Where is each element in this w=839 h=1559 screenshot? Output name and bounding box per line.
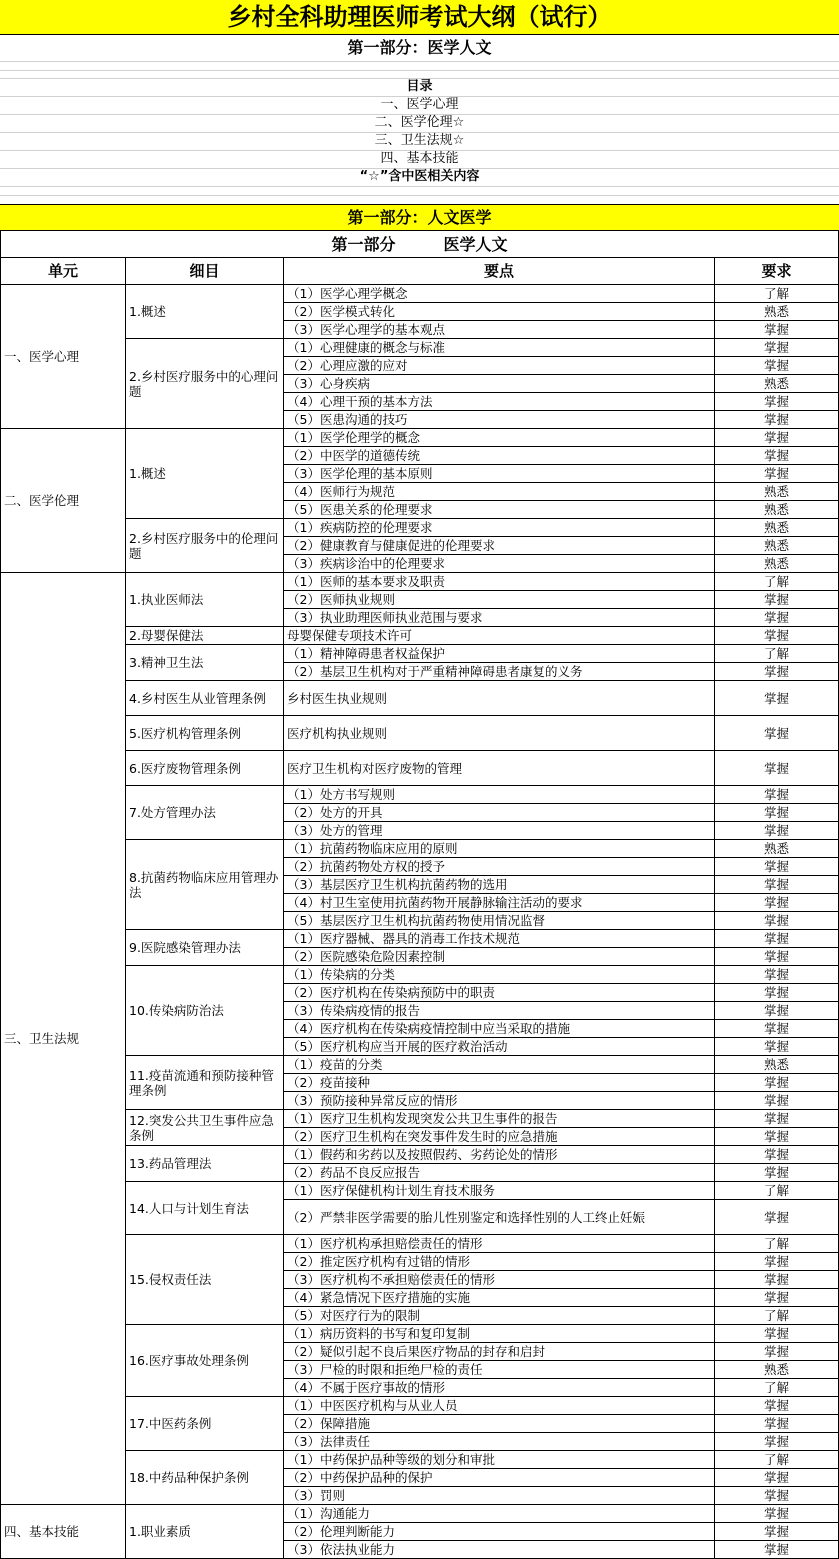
point-cell: （2）抗菌药物处方权的授予 xyxy=(284,858,715,876)
column-header-requirement: 要求 xyxy=(715,258,839,285)
toc-item: 一、医学心理 xyxy=(380,97,459,112)
requirement-cell: 掌握 xyxy=(715,1200,839,1235)
item-cell: 2.母婴保健法 xyxy=(126,627,284,645)
table-row xyxy=(1,339,839,357)
requirement-cell: 掌握 xyxy=(715,465,839,483)
point-cell: （4）医疗机构在传染病疫情控制中应当采取的措施 xyxy=(284,1020,715,1038)
requirement-cell: 掌握 xyxy=(715,1253,839,1271)
requirement-cell: 熟悉 xyxy=(715,501,839,519)
requirement-cell: 掌握 xyxy=(715,627,839,645)
requirement-cell: 熟悉 xyxy=(715,519,839,537)
point-cell: （4）紧急情况下医疗措施的实施 xyxy=(284,1289,715,1307)
item-cell: 10.传染病防治法 xyxy=(126,966,284,1056)
item-cell: 6.医疗废物管理条例 xyxy=(126,751,284,786)
requirement-cell: 熟悉 xyxy=(715,537,839,555)
point-cell: （1）疫苗的分类 xyxy=(284,1056,715,1074)
item-cell: 1.执业医师法 xyxy=(126,573,284,627)
requirement-cell: 掌握 xyxy=(715,1541,839,1559)
point-cell: （2）推定医疗机构有过错的情形 xyxy=(284,1253,715,1271)
table-row xyxy=(1,1056,839,1074)
table-row xyxy=(1,840,839,858)
requirement-cell: 熟悉 xyxy=(715,1361,839,1379)
item-cell: 3.精神卫生法 xyxy=(126,645,284,681)
requirement-cell: 熟悉 xyxy=(715,555,839,573)
requirement-cell: 熟悉 xyxy=(715,483,839,501)
requirement-cell: 了解 xyxy=(715,285,839,303)
point-cell: （1）病历资料的书写和复印复制 xyxy=(284,1325,715,1343)
requirement-cell: 掌握 xyxy=(715,1523,839,1541)
part-heading-2: 第一部分：人文医学 xyxy=(0,204,839,230)
requirement-cell: 掌握 xyxy=(715,1074,839,1092)
unit-cell: 二、医学伦理 xyxy=(1,429,126,573)
point-cell: （3）处方的管理 xyxy=(284,822,715,840)
item-cell: 2.乡村医疗服务中的心理问题 xyxy=(126,339,284,429)
point-cell: （3）医学心理学的基本观点 xyxy=(284,321,715,339)
point-cell: （3）法律责任 xyxy=(284,1433,715,1451)
requirement-cell: 掌握 xyxy=(715,1487,839,1505)
table-caption: 第一部分 医学人文 xyxy=(1,231,839,258)
point-cell: （2）心理应激的应对 xyxy=(284,357,715,375)
point-cell: （2）中医学的道德传统 xyxy=(284,447,715,465)
requirement-cell: 熟悉 xyxy=(715,840,839,858)
point-cell: （2）疫苗接种 xyxy=(284,1074,715,1092)
point-cell: （5）对医疗行为的限制 xyxy=(284,1307,715,1325)
table-row xyxy=(1,1451,839,1469)
item-cell: 16.医疗事故处理条例 xyxy=(126,1325,284,1397)
point-cell: （5）医疗机构应当开展的医疗救治活动 xyxy=(284,1038,715,1056)
requirement-cell: 掌握 xyxy=(715,804,839,822)
requirement-cell: 掌握 xyxy=(715,357,839,375)
column-header-point: 要点 xyxy=(284,258,715,285)
requirement-cell: 掌握 xyxy=(715,1092,839,1110)
requirement-cell: 掌握 xyxy=(715,339,839,357)
requirement-cell: 掌握 xyxy=(715,609,839,627)
point-cell: （3）罚则 xyxy=(284,1487,715,1505)
table-row xyxy=(1,627,839,645)
point-cell: （1）传染病的分类 xyxy=(284,966,715,984)
requirement-cell: 了解 xyxy=(715,1451,839,1469)
point-cell: 乡村医生执业规则 xyxy=(284,681,715,716)
item-cell: 15.侵权责任法 xyxy=(126,1235,284,1325)
point-cell: （1）沟通能力 xyxy=(284,1505,715,1523)
page-title: 乡村全科助理医师考试大纲（试行） xyxy=(0,0,839,35)
column-header-unit: 单元 xyxy=(1,258,126,285)
table-row xyxy=(1,285,839,303)
point-cell: （2）医院感染危险因素控制 xyxy=(284,948,715,966)
item-cell: 11.疫苗流通和预防接种管理条例 xyxy=(126,1056,284,1110)
table-row xyxy=(1,1146,839,1164)
requirement-cell: 掌握 xyxy=(715,1343,839,1361)
grid-line xyxy=(0,186,839,187)
requirement-cell: 掌握 xyxy=(715,321,839,339)
part-heading: 第一部分：医学人文 xyxy=(347,38,492,57)
requirement-cell: 熟悉 xyxy=(715,375,839,393)
table-row xyxy=(1,716,839,751)
point-cell: 医疗机构执业规则 xyxy=(284,716,715,751)
point-cell: （2）医疗机构在传染病预防中的职责 xyxy=(284,984,715,1002)
syllabus-table xyxy=(0,230,839,1559)
point-cell: （1）医疗机构承担赔偿责任的情形 xyxy=(284,1235,715,1253)
requirement-cell: 掌握 xyxy=(715,1128,839,1146)
point-cell: 母婴保健专项技术许可 xyxy=(284,627,715,645)
point-cell: （3）执业助理医师执业范围与要求 xyxy=(284,609,715,627)
requirement-cell: 掌握 xyxy=(715,447,839,465)
point-cell: （1）医学伦理学的概念 xyxy=(284,429,715,447)
point-cell: （1）医疗保健机构计划生育技术服务 xyxy=(284,1182,715,1200)
point-cell: （1）精神障碍患者权益保护 xyxy=(284,645,715,663)
point-cell: （1）心理健康的概念与标准 xyxy=(284,339,715,357)
requirement-cell: 掌握 xyxy=(715,1505,839,1523)
requirement-cell: 了解 xyxy=(715,1307,839,1325)
requirement-cell: 掌握 xyxy=(715,429,839,447)
point-cell: （2）中药保护品种的保护 xyxy=(284,1469,715,1487)
point-cell: （4）心理干预的基本方法 xyxy=(284,393,715,411)
requirement-cell: 掌握 xyxy=(715,858,839,876)
point-cell: （5）基层医疗卫生机构抗菌药物使用情况监督 xyxy=(284,912,715,930)
requirement-cell: 熟悉 xyxy=(715,1056,839,1074)
requirement-cell: 掌握 xyxy=(715,1289,839,1307)
requirement-cell: 掌握 xyxy=(715,591,839,609)
requirement-cell: 掌握 xyxy=(715,1415,839,1433)
point-cell: （4）村卫生室使用抗菌药物开展静脉输注活动的要求 xyxy=(284,894,715,912)
item-cell: 12.突发公共卫生事件应急条例 xyxy=(126,1110,284,1146)
table-row xyxy=(1,1505,839,1523)
point-cell: （3）疾病诊治中的伦理要求 xyxy=(284,555,715,573)
table-row xyxy=(1,930,839,948)
point-cell: （3）医学伦理的基本原则 xyxy=(284,465,715,483)
point-cell: （2）药品不良反应报告 xyxy=(284,1164,715,1182)
point-cell: （1）中药保护品种等级的划分和审批 xyxy=(284,1451,715,1469)
requirement-cell: 掌握 xyxy=(715,1110,839,1128)
requirement-cell: 熟悉 xyxy=(715,303,839,321)
requirement-cell: 掌握 xyxy=(715,948,839,966)
item-cell: 8.抗菌药物临床应用管理办法 xyxy=(126,840,284,930)
point-cell: （5）医患沟通的技巧 xyxy=(284,411,715,429)
requirement-cell: 了解 xyxy=(715,1235,839,1253)
table-body xyxy=(1,285,839,1559)
point-cell: （4）不属于医疗事故的情形 xyxy=(284,1379,715,1397)
toc-note: “☆”含中医相关内容 xyxy=(359,169,480,184)
point-cell: （1）医疗器械、器具的消毒工作技术规范 xyxy=(284,930,715,948)
point-cell: （1）抗菌药物临床应用的原则 xyxy=(284,840,715,858)
requirement-cell: 掌握 xyxy=(715,1325,839,1343)
requirement-cell: 掌握 xyxy=(715,1271,839,1289)
grid-line xyxy=(0,195,839,196)
point-cell: （2）处方的开具 xyxy=(284,804,715,822)
point-cell: （1）假药和劣药以及按照假药、劣药论处的情形 xyxy=(284,1146,715,1164)
table-row xyxy=(1,1235,839,1253)
grid-line xyxy=(0,61,839,62)
point-cell: （3）医疗机构不承担赔偿责任的情形 xyxy=(284,1271,715,1289)
requirement-cell: 掌握 xyxy=(715,930,839,948)
point-cell: （3）尸检的时限和拒绝尸检的责任 xyxy=(284,1361,715,1379)
requirement-cell: 掌握 xyxy=(715,822,839,840)
item-cell: 2.乡村医疗服务中的伦理问题 xyxy=(126,519,284,573)
requirement-cell: 掌握 xyxy=(715,876,839,894)
point-cell: （5）医患关系的伦理要求 xyxy=(284,501,715,519)
requirement-cell: 掌握 xyxy=(715,716,839,751)
item-cell: 7.处方管理办法 xyxy=(126,786,284,840)
item-cell: 13.药品管理法 xyxy=(126,1146,284,1182)
point-cell: （2）医学模式转化 xyxy=(284,303,715,321)
item-cell: 18.中药品种保护条例 xyxy=(126,1451,284,1505)
point-cell: （2）疑似引起不良后果医疗物品的封存和启封 xyxy=(284,1343,715,1361)
table-row xyxy=(1,645,839,663)
toc-item: 四、基本技能 xyxy=(380,151,459,166)
point-cell: 医疗卫生机构对医疗废物的管理 xyxy=(284,751,715,786)
requirement-cell: 掌握 xyxy=(715,1469,839,1487)
table-row xyxy=(1,786,839,804)
table-row xyxy=(1,1110,839,1128)
requirement-cell: 掌握 xyxy=(715,751,839,786)
table-row xyxy=(1,1182,839,1200)
point-cell: （3）心身疾病 xyxy=(284,375,715,393)
item-cell: 17.中医药条例 xyxy=(126,1397,284,1451)
table-row xyxy=(1,1397,839,1415)
point-cell: （1）处方书写规则 xyxy=(284,786,715,804)
point-cell: （2）基层卫生机构对于严重精神障碍患者康复的义务 xyxy=(284,663,715,681)
point-cell: （2）医师执业规则 xyxy=(284,591,715,609)
requirement-cell: 了解 xyxy=(715,573,839,591)
table-row xyxy=(1,681,839,716)
point-cell: （2）保障措施 xyxy=(284,1415,715,1433)
toc-item: 三、卫生法规☆ xyxy=(374,133,465,148)
requirement-cell: 掌握 xyxy=(715,894,839,912)
requirement-cell: 掌握 xyxy=(715,1038,839,1056)
item-cell: 14.人口与计划生育法 xyxy=(126,1182,284,1235)
requirement-cell: 掌握 xyxy=(715,1146,839,1164)
grid-line xyxy=(0,70,839,71)
requirement-cell: 掌握 xyxy=(715,1164,839,1182)
requirement-cell: 掌握 xyxy=(715,1002,839,1020)
table-row xyxy=(1,519,839,537)
table-row xyxy=(1,751,839,786)
point-cell: （1）疾病防控的伦理要求 xyxy=(284,519,715,537)
toc-heading: 目录 xyxy=(406,79,433,94)
requirement-cell: 掌握 xyxy=(715,984,839,1002)
item-cell: 4.乡村医生从业管理条例 xyxy=(126,681,284,716)
point-cell: （1）医疗卫生机构发现突发公共卫生事件的报告 xyxy=(284,1110,715,1128)
point-cell: （2）健康教育与健康促进的伦理要求 xyxy=(284,537,715,555)
requirement-cell: 掌握 xyxy=(715,1397,839,1415)
point-cell: （1）中医医疗机构与从业人员 xyxy=(284,1397,715,1415)
requirement-cell: 掌握 xyxy=(715,966,839,984)
requirement-cell: 了解 xyxy=(715,645,839,663)
column-header-item: 细目 xyxy=(126,258,284,285)
item-cell: 1.概述 xyxy=(126,285,284,339)
item-cell: 9.医院感染管理办法 xyxy=(126,930,284,966)
table-row xyxy=(1,966,839,984)
point-cell: （1）医学心理学概念 xyxy=(284,285,715,303)
requirement-cell: 掌握 xyxy=(715,1020,839,1038)
item-cell: 1.概述 xyxy=(126,429,284,519)
table-row xyxy=(1,573,839,591)
item-cell: 1.职业素质 xyxy=(126,1505,284,1559)
requirement-cell: 掌握 xyxy=(715,786,839,804)
point-cell: （3）传染病疫情的报告 xyxy=(284,1002,715,1020)
requirement-cell: 掌握 xyxy=(715,1433,839,1451)
point-cell: （3）预防接种异常反应的情形 xyxy=(284,1092,715,1110)
table-row xyxy=(1,429,839,447)
point-cell: （1）医师的基本要求及职责 xyxy=(284,573,715,591)
unit-cell: 三、卫生法规 xyxy=(1,573,126,1505)
requirement-cell: 掌握 xyxy=(715,411,839,429)
point-cell: （3）基层医疗卫生机构抗菌药物的选用 xyxy=(284,876,715,894)
requirement-cell: 掌握 xyxy=(715,681,839,716)
requirement-cell: 掌握 xyxy=(715,663,839,681)
point-cell: （4）医师行为规范 xyxy=(284,483,715,501)
table-row xyxy=(1,1325,839,1343)
item-cell: 5.医疗机构管理条例 xyxy=(126,716,284,751)
requirement-cell: 了解 xyxy=(715,1379,839,1397)
requirement-cell: 掌握 xyxy=(715,393,839,411)
requirement-cell: 掌握 xyxy=(715,912,839,930)
point-cell: （3）依法执业能力 xyxy=(284,1541,715,1559)
toc-item: 二、医学伦理☆ xyxy=(374,115,465,130)
requirement-cell: 了解 xyxy=(715,1182,839,1200)
point-cell: （2）伦理判断能力 xyxy=(284,1523,715,1541)
point-cell: （2）严禁非医学需要的胎儿性别鉴定和选择性别的人工终止妊娠 xyxy=(284,1200,715,1235)
unit-cell: 四、基本技能 xyxy=(1,1505,126,1559)
point-cell: （2）医疗卫生机构在突发事件发生时的应急措施 xyxy=(284,1128,715,1146)
unit-cell: 一、医学心理 xyxy=(1,285,126,429)
